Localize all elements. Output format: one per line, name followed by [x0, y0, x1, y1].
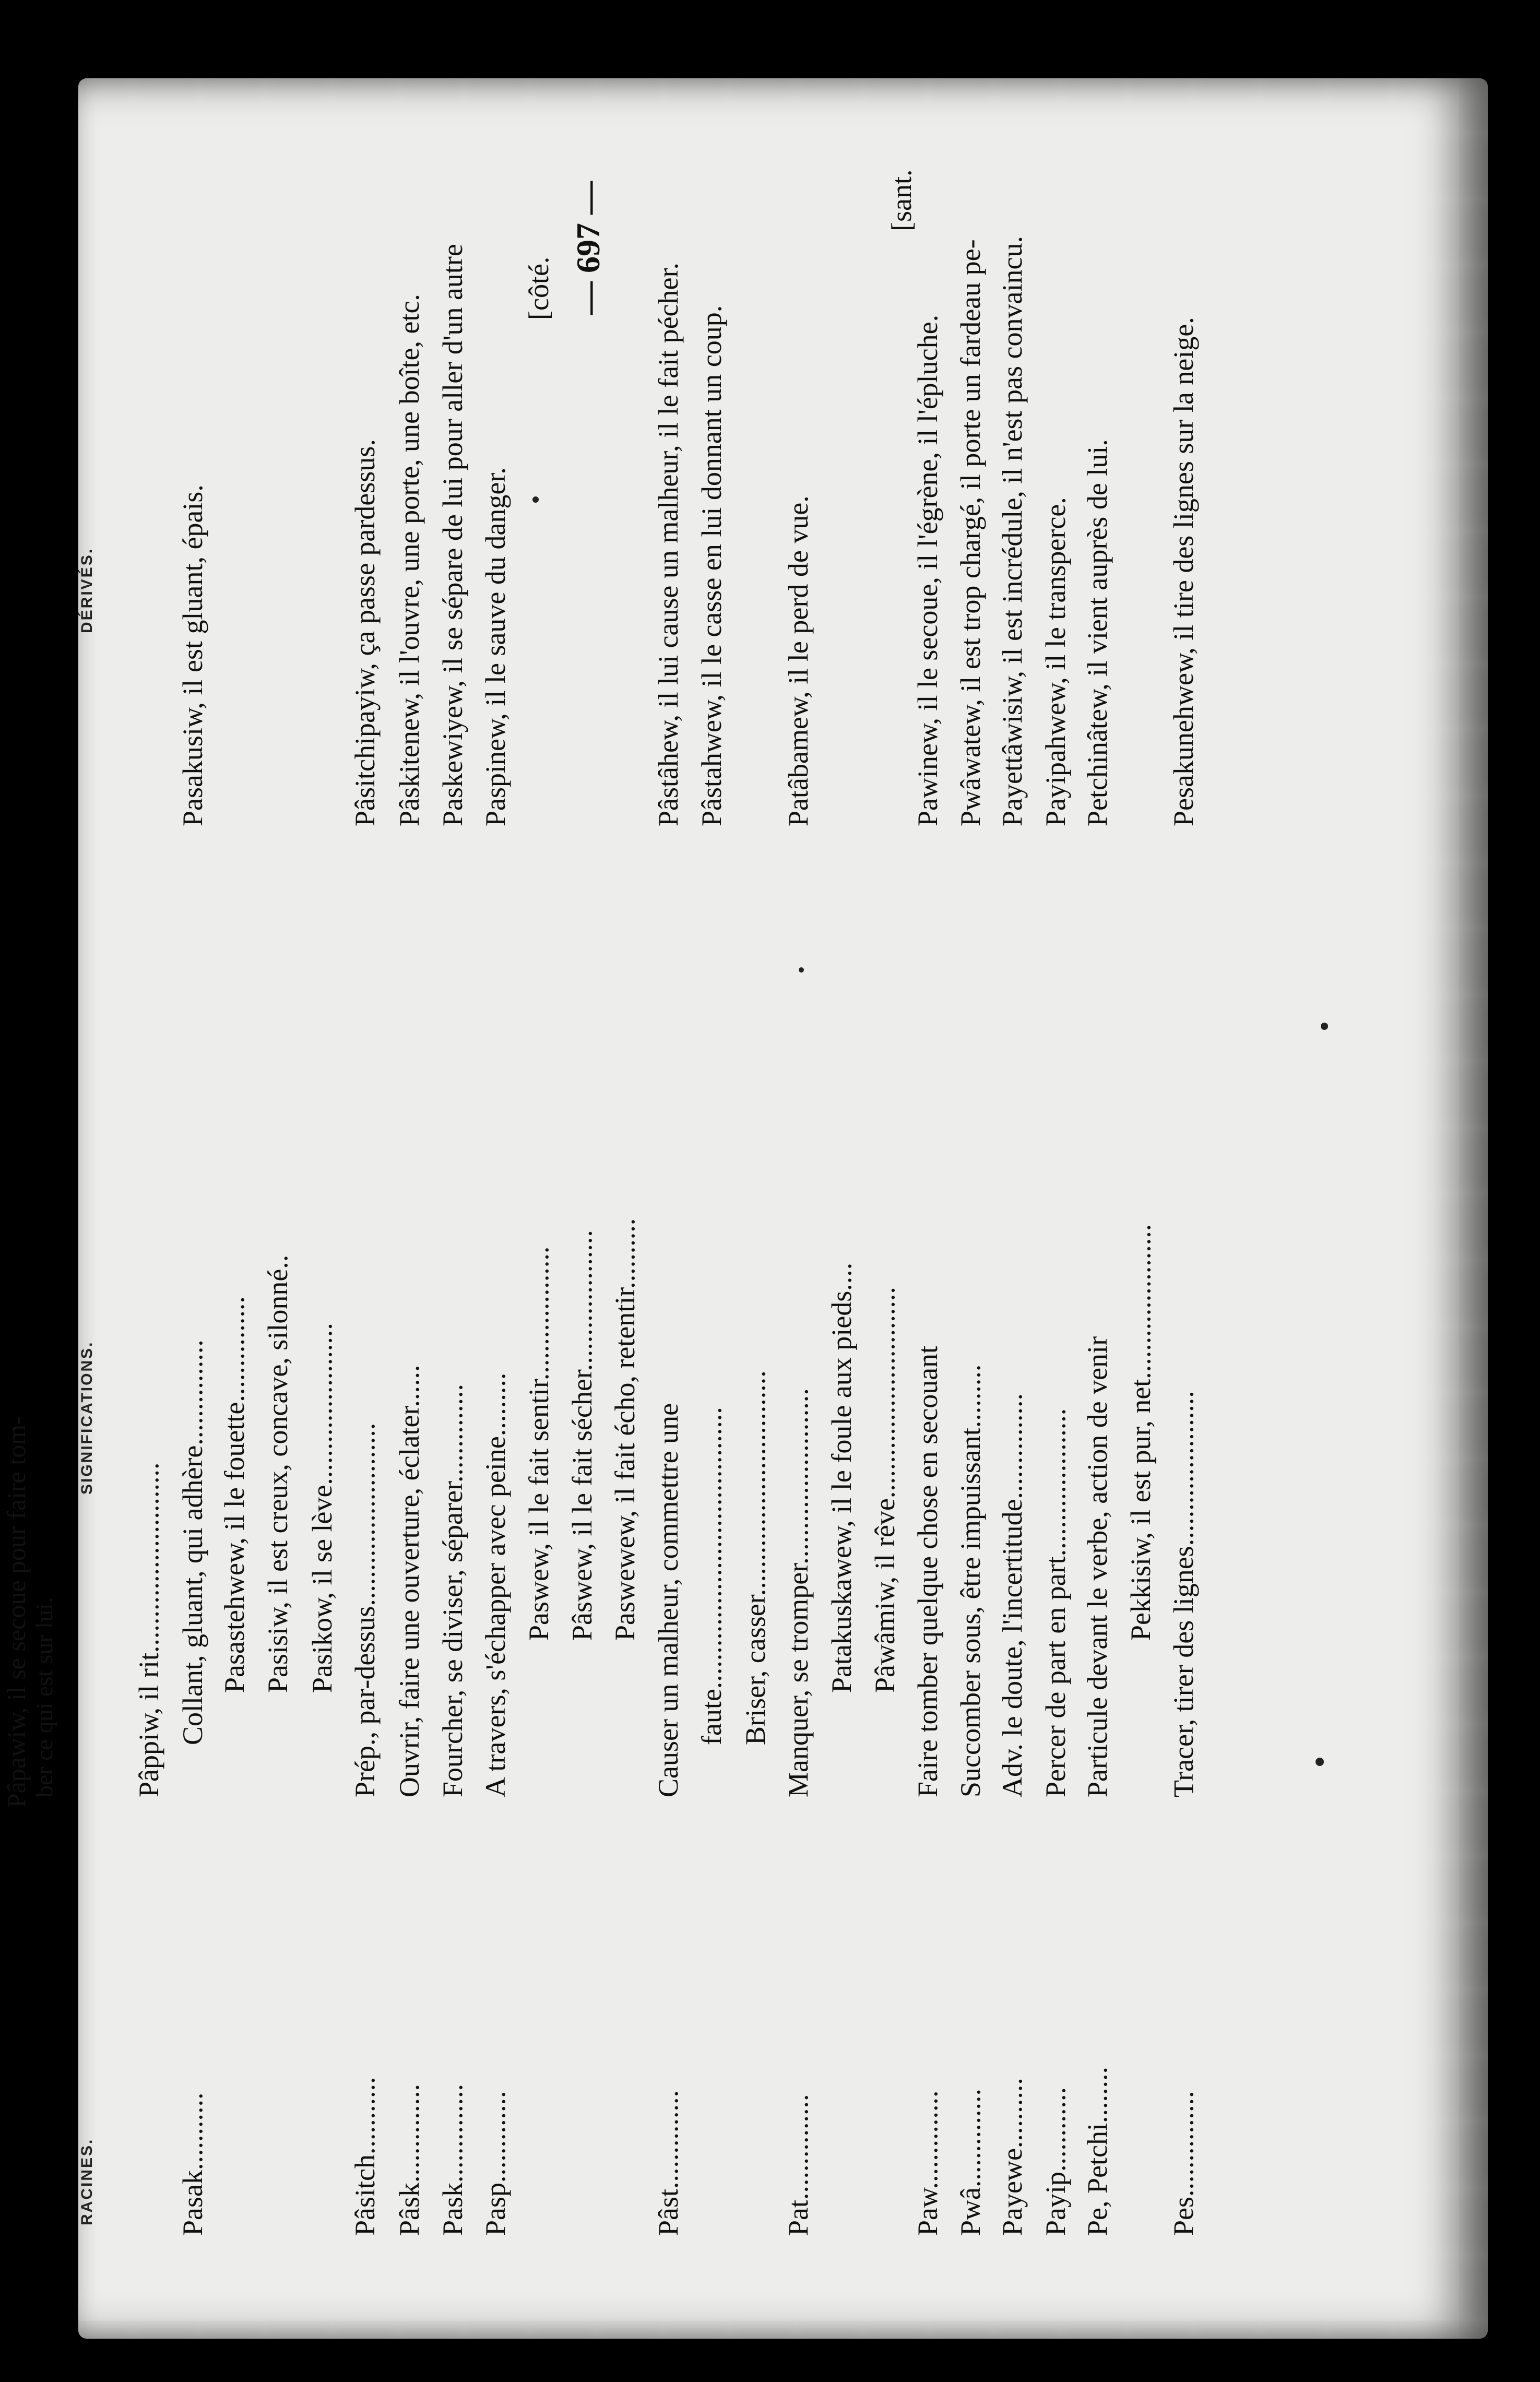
root-8: Pasp.............	[480, 2091, 511, 2236]
meaning-2: Pasastehwew, il le fouette...............	[219, 1296, 250, 1693]
root-1: Pasak...........	[177, 2092, 208, 2236]
meaning-12: Causer un malheur, commettre une	[653, 1403, 684, 1797]
meaning-20: Adv. le doute, l'incertitude...............	[997, 1393, 1028, 1797]
meaning-16: Patakuskawew, il le foule aux pieds....	[826, 1262, 857, 1693]
derived-21: Payipahwew, il le transperce.	[1040, 497, 1071, 826]
root-5: Pâsitch...........	[349, 2077, 381, 2236]
root-12: Pâst..............	[653, 2090, 684, 2236]
meaning-11: Paswewew, il fait écho, retentir..........	[609, 1218, 641, 1641]
scan-speck	[1316, 1758, 1324, 1766]
derived-12: Pâstâhew, il lui cause un malheur, il le fait pécher.	[653, 263, 684, 826]
derived-5: Pâsitchipayiw, ça passe pardessus.	[349, 439, 381, 826]
continuation-9: [côté.	[523, 256, 554, 320]
top-fragment-line-2: ber ce qui est sur lui.	[31, 1597, 57, 1797]
derived-19: Pwâwatew, il est trop chargé, il porte un fardeau pe-	[955, 239, 986, 826]
meaning-9: Paswew, il le fait sentir...................	[523, 1246, 554, 1641]
meaning-0: Pâppiw, il rit...........................	[133, 1462, 164, 1797]
derived-7: Paskewiyew, il se sépare de lui pour aller d'un autre	[437, 244, 468, 826]
meaning-7: Fourcher, se diviser, séparer..............	[437, 1384, 468, 1797]
scan-speck	[799, 967, 804, 973]
meaning-1: Collant, gluant, qui adhère...............	[177, 1340, 208, 1745]
meaning-6: Ouvrir, faire une ouverture, éclater......	[394, 1365, 425, 1797]
derived-22: Petchinâtew, il vient auprès de lui.	[1082, 439, 1113, 826]
top-fragment-line-1: Pâpawiw, il se secoue pour faire tom-	[2, 1416, 31, 1808]
derived-8: Paspinew, il le sauve du danger.	[480, 467, 511, 826]
derived-13: Pâstahwew, il le casse en lui donnant un coup.	[696, 305, 727, 826]
meaning-5: Prép., par-dessus..........................	[349, 1423, 381, 1797]
derived-24: Pesakunehwew, il tire des lignes sur la neige.	[1168, 317, 1199, 826]
meaning-17: Pâwâmiw, il rêve..............................	[869, 1287, 901, 1693]
meaning-21: Percer de part en part.....................	[1040, 1408, 1071, 1797]
root-20: Payewe..........	[997, 2078, 1028, 2236]
root-22: Pe, Petchi........	[1082, 2067, 1113, 2236]
meaning-10: Pâswew, il le fait sécher....................	[566, 1230, 598, 1641]
continuation-18: [sant.	[886, 169, 917, 231]
derived-20: Payettâwisiw, il est incrédule, il n'est pas convaincu.	[997, 236, 1028, 826]
meaning-4: Pasikow, il se lève.......................	[306, 1323, 338, 1693]
meaning-22: Particule devant le verbe, action de venir	[1082, 1336, 1113, 1797]
meaning-19: Succomber sous, être impuissant.........	[955, 1364, 986, 1797]
meaning-13: faute........................................	[696, 1407, 727, 1745]
derived-6: Pâskitenew, il l'ouvre, une porte, une boîte, etc.	[394, 294, 425, 826]
meaning-18: Faire tomber quelque chose en secouant	[912, 1345, 943, 1797]
root-24: Pes...............	[1168, 2091, 1199, 2236]
root-15: Pat...............	[783, 2094, 814, 2236]
root-19: Pwâ..............	[955, 2089, 986, 2236]
root-6: Pâsk..............	[394, 2083, 425, 2236]
meaning-15: Manquer, se tromper.........................	[783, 1388, 814, 1797]
meaning-14: Briser, casser................................	[740, 1370, 771, 1745]
page-number: — 697 —	[570, 181, 607, 315]
root-18: Paw..............	[912, 2090, 943, 2236]
derived-18: Pawinew, il le secoue, il l'égrène, il l'épluche.	[912, 314, 943, 826]
scan-speck	[1321, 1023, 1328, 1030]
scan-speck	[532, 496, 539, 503]
header-derived: DÉRIVÉS.	[78, 547, 96, 633]
header-meanings: SIGNIFICATIONS.	[78, 1341, 96, 1495]
header-roots: RACINES.	[78, 2138, 96, 2225]
meaning-3: Pasisiw, il est creux, concave, silonné..	[262, 1254, 293, 1693]
meaning-23: Pekkisiw, il est pur, net......................	[1125, 1224, 1156, 1641]
meaning-8: A travers, s'échapper avec peine.........	[480, 1372, 511, 1797]
derived-15: Patâbamew, il le perd de vue.	[783, 495, 814, 826]
root-21: Payip............	[1040, 2087, 1071, 2236]
meaning-24: Tracer, tirer des lignes......................	[1168, 1391, 1199, 1797]
root-7: Pask..............	[437, 2083, 468, 2236]
derived-1: Pasakusiw, il est gluant, épais.	[177, 484, 208, 826]
